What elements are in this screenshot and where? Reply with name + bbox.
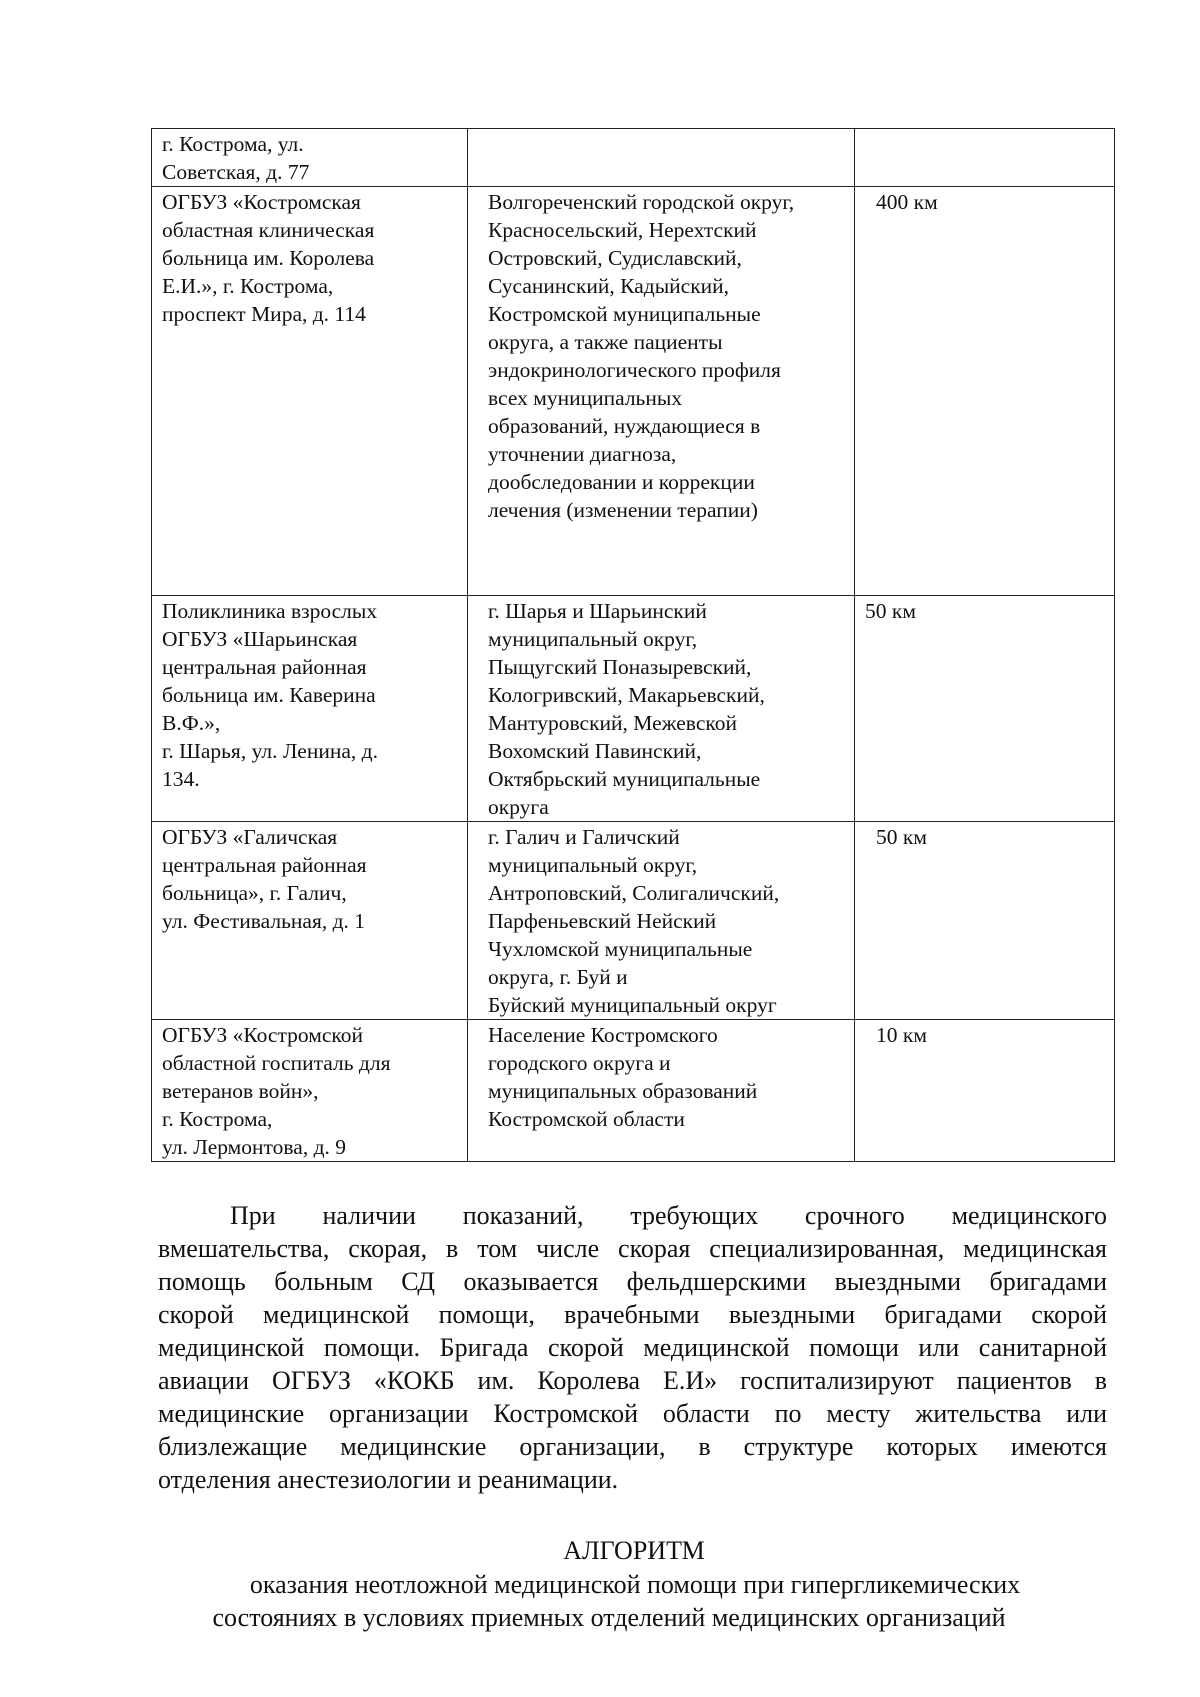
cell-line: областной госпиталь для xyxy=(162,1051,391,1075)
table-row xyxy=(152,129,1115,187)
cell-line: проспект Мира, д. 114 xyxy=(162,302,366,326)
cell-line: г. Шарья, ул. Ленина, д. xyxy=(162,739,378,763)
distance-value: 10 км xyxy=(876,1023,927,1047)
cell-line: ул. Лермонтова, д. 9 xyxy=(162,1135,347,1159)
clinics-table xyxy=(151,128,1115,1162)
table-row xyxy=(152,596,1115,822)
areas-cell xyxy=(468,596,855,822)
cell-line: ветеранов войн», xyxy=(162,1079,319,1103)
org-cell xyxy=(152,822,468,1020)
cell-line: муниципальный округ, xyxy=(488,627,698,651)
distance-value: 400 км xyxy=(876,190,938,214)
paragraph-line: помощь больным СД оказывается фельдшерскими выездными бригадами xyxy=(158,1267,1107,1296)
cell-line: Островский, Судиславский, xyxy=(488,246,742,270)
areas-cell xyxy=(468,129,855,187)
cell-line: ОГБУЗ «Костромская xyxy=(162,190,361,214)
cell-line: муниципальных образований xyxy=(488,1079,758,1103)
cell-line: Население Костромского xyxy=(488,1023,718,1047)
distance-cell xyxy=(855,822,1115,1020)
cell-line: Буйский муниципальный округ xyxy=(488,993,777,1017)
cell-line: Красносельский, Нерехтский xyxy=(488,218,757,242)
paragraph-line: При наличии показаний, требующих срочного медицинского xyxy=(230,1201,1107,1230)
cell-line: Советская, д. 77 xyxy=(162,160,310,184)
cell-line: 134. xyxy=(162,767,200,791)
paragraph-line: медицинской помощи. Бригада скорой медицинской помощи или санитарной xyxy=(158,1333,1107,1362)
paragraph-line: вмешательства, скорая, в том числе скорая специализированная, медицинская xyxy=(158,1234,1107,1263)
cell-line: ул. Фестивальная, д. 1 xyxy=(162,909,366,933)
cell-line: Антроповский, Солигаличский, xyxy=(488,881,780,905)
areas-cell xyxy=(468,822,855,1020)
paragraph-line: близлежащие медицинские организации, в структуре которых имеются xyxy=(158,1432,1107,1461)
paragraph-line: авиации ОГБУЗ «КОКБ им. Королева Е.И» госпитализируют пациентов в xyxy=(158,1366,1107,1395)
subtitle-line: оказания неотложной медицинской помощи при гипергликемических xyxy=(249,1570,1021,1599)
cell-line: больница им. Каверина xyxy=(162,683,376,707)
distance-cell xyxy=(855,596,1115,822)
cell-line: Е.И.», г. Кострома, xyxy=(162,274,334,298)
cell-line: образований, нуждающиеся в xyxy=(488,414,761,438)
cell-line: ОГБУЗ «Шарьинская xyxy=(162,627,358,651)
cell-line: Костромской области xyxy=(488,1107,685,1131)
cell-line: Поликлиника взрослых xyxy=(162,599,378,623)
org-cell xyxy=(152,129,468,187)
cell-line: округа xyxy=(488,795,549,819)
cell-line: Октябрьский муниципальные xyxy=(488,767,761,791)
org-cell xyxy=(152,596,468,822)
cell-line: ОГБУЗ «Галичская xyxy=(162,825,338,849)
cell-line: г. Галич и Галичский xyxy=(488,825,680,849)
distance-cell xyxy=(855,1020,1115,1162)
cell-line: г. Кострома, ул. xyxy=(162,132,304,156)
cell-line: Сусанинский, Кадыйский, xyxy=(488,274,730,298)
cell-line: Волгореченский городской округ, xyxy=(488,190,795,214)
cell-line: Мантуровский, Межевской xyxy=(488,711,737,735)
table-row xyxy=(152,822,1115,1020)
cell-line: Парфеньевский Нейский xyxy=(488,909,717,933)
cell-line: Кологривский, Макарьевский, xyxy=(488,683,765,707)
distance-value: 50 км xyxy=(876,825,927,849)
cell-line: больница», г. Галич, xyxy=(162,881,347,905)
cell-line: округа, а также пациенты xyxy=(488,330,723,354)
body-paragraph xyxy=(158,1199,1107,1496)
subtitle-line: состояниях в условиях приемных отделений медицинских организаций xyxy=(212,1603,1006,1632)
distance-value: 50 км xyxy=(865,599,916,623)
cell-line: муниципальный округ, xyxy=(488,853,698,877)
algorithm-title: АЛГОРИТМ xyxy=(563,1536,705,1565)
distance-cell xyxy=(855,129,1115,187)
cell-line: больница им. Королева xyxy=(162,246,375,270)
cell-line: ОГБУЗ «Костромской xyxy=(162,1023,363,1047)
areas-cell xyxy=(468,187,855,596)
org-cell xyxy=(152,1020,468,1162)
cell-line: уточнении диагноза, xyxy=(488,442,677,466)
areas-cell xyxy=(468,1020,855,1162)
cell-line: г. Шарья и Шарьинский xyxy=(488,599,707,623)
cell-line: Вохомский Павинский, xyxy=(488,739,702,763)
cell-line: центральная районная xyxy=(162,853,367,877)
cell-line: лечения (изменении терапии) xyxy=(488,498,758,522)
cell-line: всех муниципальных xyxy=(488,386,683,410)
cell-line: Чухломской муниципальные xyxy=(488,937,753,961)
org-cell xyxy=(152,187,468,596)
distance-cell xyxy=(855,187,1115,596)
cell-line: городского округа и xyxy=(488,1051,671,1075)
algorithm-subtitle xyxy=(0,1568,1200,1634)
cell-line: Пыщугский Поназыревский, xyxy=(488,655,752,679)
table-row xyxy=(152,1020,1115,1162)
cell-line: областная клиническая xyxy=(162,218,375,242)
paragraph-line: медицинские организации Костромской области по месту жительства или xyxy=(158,1399,1107,1428)
cell-line: Костромской муниципальные xyxy=(488,302,761,326)
cell-line: центральная районная xyxy=(162,655,367,679)
paragraph-line: скорой медицинской помощи, врачебными выездными бригадами скорой xyxy=(158,1300,1107,1329)
cell-line: дообследовании и коррекции xyxy=(488,470,755,494)
paragraph-line: отделения анестезиологии и реанимации. xyxy=(158,1465,619,1494)
cell-line: г. Кострома, xyxy=(162,1107,273,1131)
cell-line: В.Ф.», xyxy=(162,711,221,735)
cell-line: эндокринологического профиля xyxy=(488,358,781,382)
cell-line: округа, г. Буй и xyxy=(488,965,628,989)
table-row xyxy=(152,187,1115,596)
